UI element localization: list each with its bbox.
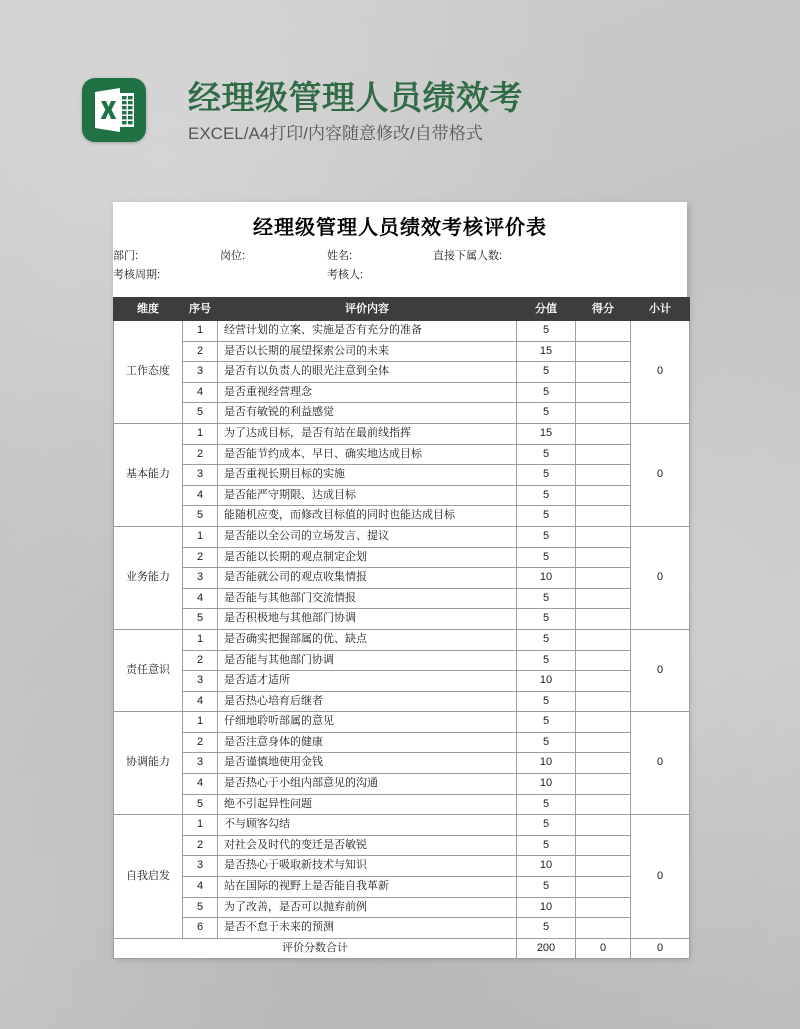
score-value-cell: 5 bbox=[517, 588, 576, 609]
promo-title: 经理级管理人员绩效考 bbox=[188, 79, 523, 116]
obtained-score-cell[interactable] bbox=[576, 485, 631, 506]
obtained-score-cell[interactable] bbox=[576, 609, 631, 630]
dimension-cell: 基本能力 bbox=[114, 423, 183, 526]
row-index-cell: 2 bbox=[183, 341, 218, 362]
evaluation-item-cell: 是否热心于吸取新技术与知识 bbox=[218, 856, 517, 877]
table-row bbox=[114, 506, 690, 527]
evaluation-item-cell: 是否积极地与其他部门协调 bbox=[218, 609, 517, 630]
row-index-cell: 1 bbox=[183, 321, 218, 342]
col-header-subtotal: 小计 bbox=[631, 298, 690, 321]
obtained-score-cell[interactable] bbox=[576, 753, 631, 774]
table-row bbox=[114, 423, 690, 444]
evaluation-item-cell: 是否热心于小组内部意见的沟通 bbox=[218, 774, 517, 795]
subtotal-cell: 0 bbox=[631, 629, 690, 711]
evaluation-item-cell: 不与顾客勾结 bbox=[218, 815, 517, 836]
table-row bbox=[114, 588, 690, 609]
evaluation-item-cell: 是否以长期的展望探索公司的未来 bbox=[218, 341, 517, 362]
dimension-cell: 业务能力 bbox=[114, 526, 183, 629]
table-row bbox=[114, 609, 690, 630]
obtained-score-cell[interactable] bbox=[576, 774, 631, 795]
score-value-cell: 5 bbox=[517, 629, 576, 650]
total-label-cell: 评价分数合计 bbox=[114, 938, 517, 959]
row-index-cell: 4 bbox=[183, 691, 218, 712]
row-index-cell: 2 bbox=[183, 732, 218, 753]
row-index-cell: 5 bbox=[183, 506, 218, 527]
score-value-cell: 5 bbox=[517, 609, 576, 630]
obtained-score-cell[interactable] bbox=[576, 629, 631, 650]
table-row bbox=[114, 444, 690, 465]
score-value-cell: 5 bbox=[517, 712, 576, 733]
score-value-cell: 5 bbox=[517, 547, 576, 568]
score-value-cell: 5 bbox=[517, 403, 576, 424]
score-value-cell: 5 bbox=[517, 506, 576, 527]
row-index-cell: 1 bbox=[183, 423, 218, 444]
obtained-score-cell[interactable] bbox=[576, 918, 631, 939]
row-index-cell: 4 bbox=[183, 485, 218, 506]
obtained-score-cell[interactable] bbox=[576, 856, 631, 877]
row-index-cell: 3 bbox=[183, 856, 218, 877]
score-value-cell: 15 bbox=[517, 341, 576, 362]
obtained-score-cell[interactable] bbox=[576, 732, 631, 753]
table-row bbox=[114, 753, 690, 774]
evaluation-table bbox=[113, 297, 690, 959]
score-value-cell: 5 bbox=[517, 732, 576, 753]
evaluation-item-cell: 为了改善，是否可以抛弃前例 bbox=[218, 897, 517, 918]
obtained-score-cell[interactable] bbox=[576, 506, 631, 527]
col-header-index: 序号 bbox=[183, 298, 218, 321]
table-row bbox=[114, 918, 690, 939]
evaluation-item-cell: 是否重视经营理念 bbox=[218, 382, 517, 403]
table-row bbox=[114, 897, 690, 918]
obtained-score-cell[interactable] bbox=[576, 691, 631, 712]
evaluation-item-cell: 经营计划的立案、实施是否有充分的准备 bbox=[218, 321, 517, 342]
table-row bbox=[114, 321, 690, 342]
evaluation-item-cell: 是否适才适所 bbox=[218, 671, 517, 692]
table-row bbox=[114, 794, 690, 815]
row-index-cell: 3 bbox=[183, 465, 218, 486]
obtained-score-cell[interactable] bbox=[576, 321, 631, 342]
row-index-cell: 5 bbox=[183, 794, 218, 815]
obtained-score-cell[interactable] bbox=[576, 835, 631, 856]
row-index-cell: 3 bbox=[183, 753, 218, 774]
evaluation-item-cell: 是否谨慎地使用金钱 bbox=[218, 753, 517, 774]
subtotal-cell: 0 bbox=[631, 815, 690, 939]
table-row bbox=[114, 856, 690, 877]
score-value-cell: 5 bbox=[517, 918, 576, 939]
score-value-cell: 10 bbox=[517, 568, 576, 589]
obtained-score-cell[interactable] bbox=[576, 568, 631, 589]
table-row bbox=[114, 341, 690, 362]
score-value-cell: 5 bbox=[517, 382, 576, 403]
row-index-cell: 3 bbox=[183, 568, 218, 589]
total-obtained-cell: 0 bbox=[576, 938, 631, 959]
excel-file-icon bbox=[82, 78, 146, 142]
evaluation-item-cell: 是否不怠于未来的预测 bbox=[218, 918, 517, 939]
score-value-cell: 5 bbox=[517, 465, 576, 486]
row-index-cell: 4 bbox=[183, 382, 218, 403]
worksheet-preview bbox=[113, 202, 687, 956]
subtotal-cell: 0 bbox=[631, 321, 690, 424]
row-index-cell: 3 bbox=[183, 362, 218, 383]
row-index-cell: 4 bbox=[183, 877, 218, 898]
obtained-score-cell[interactable] bbox=[576, 465, 631, 486]
promo-subtitle: EXCEL/A4打印/内容随意修改/自带格式 bbox=[188, 124, 483, 143]
sheet-title: 经理级管理人员绩效考核评价表 bbox=[253, 217, 547, 239]
score-value-cell: 15 bbox=[517, 423, 576, 444]
table-row bbox=[114, 835, 690, 856]
evaluation-item-cell: 是否能就公司的观点收集情报 bbox=[218, 568, 517, 589]
evaluation-item-cell: 是否能节约成本、早日、确实地达成目标 bbox=[218, 444, 517, 465]
row-index-cell: 5 bbox=[183, 897, 218, 918]
dimension-cell: 工作态度 bbox=[114, 321, 183, 424]
table-row bbox=[114, 712, 690, 733]
obtained-score-cell[interactable] bbox=[576, 815, 631, 836]
row-index-cell: 5 bbox=[183, 403, 218, 424]
obtained-score-cell[interactable] bbox=[576, 526, 631, 547]
table-row bbox=[114, 629, 690, 650]
obtained-score-cell[interactable] bbox=[576, 341, 631, 362]
row-index-cell: 6 bbox=[183, 918, 218, 939]
total-row bbox=[114, 938, 690, 959]
score-value-cell: 10 bbox=[517, 671, 576, 692]
table-row bbox=[114, 403, 690, 424]
score-value-cell: 5 bbox=[517, 815, 576, 836]
obtained-score-cell[interactable] bbox=[576, 588, 631, 609]
score-value-cell: 5 bbox=[517, 485, 576, 506]
evaluation-item-cell: 是否能与其他部门协调 bbox=[218, 650, 517, 671]
evaluation-item-cell: 是否有敏锐的利益感觉 bbox=[218, 403, 517, 424]
table-row bbox=[114, 691, 690, 712]
table-row bbox=[114, 774, 690, 795]
dimension-cell: 责任意识 bbox=[114, 629, 183, 711]
obtained-score-cell[interactable] bbox=[576, 671, 631, 692]
obtained-score-cell[interactable] bbox=[576, 362, 631, 383]
evaluation-item-cell: 是否能以长期的观点制定企划 bbox=[218, 547, 517, 568]
table-row bbox=[114, 732, 690, 753]
table-row bbox=[114, 382, 690, 403]
obtained-score-cell[interactable] bbox=[576, 650, 631, 671]
score-value-cell: 5 bbox=[517, 691, 576, 712]
department-label: 部门: bbox=[113, 250, 139, 262]
evaluation-item-cell: 是否重视长期目标的实施 bbox=[218, 465, 517, 486]
evaluation-item-cell: 是否确实把握部属的优、缺点 bbox=[218, 629, 517, 650]
obtained-score-cell[interactable] bbox=[576, 897, 631, 918]
evaluation-item-cell: 是否能与其他部门交流情报 bbox=[218, 588, 517, 609]
total-subtotal-cell: 0 bbox=[631, 938, 690, 959]
evaluation-item-cell: 能随机应变，而修改目标值的同时也能达成目标 bbox=[218, 506, 517, 527]
table-row bbox=[114, 526, 690, 547]
col-header-obtained: 得分 bbox=[576, 298, 631, 321]
table-row bbox=[114, 671, 690, 692]
table-row bbox=[114, 362, 690, 383]
score-value-cell: 10 bbox=[517, 753, 576, 774]
subtotal-cell: 0 bbox=[631, 423, 690, 526]
table-row bbox=[114, 650, 690, 671]
score-value-cell: 10 bbox=[517, 856, 576, 877]
evaluation-item-cell: 是否热心培育后继者 bbox=[218, 691, 517, 712]
row-index-cell: 2 bbox=[183, 547, 218, 568]
evaluation-item-cell: 是否注意身体的健康 bbox=[218, 732, 517, 753]
evaluation-item-cell: 仔细地聆听部属的意见 bbox=[218, 712, 517, 733]
subordinates-label: 直接下属人数: bbox=[433, 250, 503, 262]
score-value-cell: 5 bbox=[517, 835, 576, 856]
table-row bbox=[114, 568, 690, 589]
score-value-cell: 5 bbox=[517, 526, 576, 547]
reviewer-label: 考核人: bbox=[327, 269, 364, 281]
row-index-cell: 4 bbox=[183, 774, 218, 795]
row-index-cell: 1 bbox=[183, 815, 218, 836]
row-index-cell: 3 bbox=[183, 671, 218, 692]
table-row bbox=[114, 877, 690, 898]
table-row bbox=[114, 485, 690, 506]
dimension-cell: 协调能力 bbox=[114, 712, 183, 815]
obtained-score-cell[interactable] bbox=[576, 382, 631, 403]
evaluation-item-cell: 是否能以全公司的立场发言、提议 bbox=[218, 526, 517, 547]
obtained-score-cell[interactable] bbox=[576, 794, 631, 815]
col-header-score: 分值 bbox=[517, 298, 576, 321]
score-value-cell: 5 bbox=[517, 362, 576, 383]
row-index-cell: 1 bbox=[183, 629, 218, 650]
evaluation-item-cell: 站在国际的视野上是否能自我革新 bbox=[218, 877, 517, 898]
table-row bbox=[114, 547, 690, 568]
subtotal-cell: 0 bbox=[631, 712, 690, 815]
obtained-score-cell[interactable] bbox=[576, 547, 631, 568]
score-value-cell: 10 bbox=[517, 897, 576, 918]
evaluation-item-cell: 是否有以负责人的眼光注意到全体 bbox=[218, 362, 517, 383]
score-value-cell: 5 bbox=[517, 321, 576, 342]
dimension-cell: 自我启发 bbox=[114, 815, 183, 939]
table-row bbox=[114, 815, 690, 836]
form-meta-fields bbox=[113, 249, 687, 297]
employee-name-label: 姓名: bbox=[327, 250, 353, 262]
evaluation-item-cell: 是否能严守期限、达成目标 bbox=[218, 485, 517, 506]
table-body bbox=[114, 321, 690, 959]
row-index-cell: 5 bbox=[183, 609, 218, 630]
total-score-cell: 200 bbox=[517, 938, 576, 959]
evaluation-item-cell: 绝不引起异性问题 bbox=[218, 794, 517, 815]
score-value-cell: 10 bbox=[517, 774, 576, 795]
obtained-score-cell[interactable] bbox=[576, 423, 631, 444]
promo-banner bbox=[82, 78, 642, 148]
obtained-score-cell[interactable] bbox=[576, 444, 631, 465]
table-header-row bbox=[114, 298, 690, 321]
row-index-cell: 4 bbox=[183, 588, 218, 609]
subtotal-cell: 0 bbox=[631, 526, 690, 629]
row-index-cell: 2 bbox=[183, 835, 218, 856]
score-value-cell: 5 bbox=[517, 877, 576, 898]
score-value-cell: 5 bbox=[517, 650, 576, 671]
col-header-content: 评价内容 bbox=[218, 298, 517, 321]
obtained-score-cell[interactable] bbox=[576, 403, 631, 424]
score-value-cell: 5 bbox=[517, 794, 576, 815]
col-header-dimension: 维度 bbox=[114, 298, 183, 321]
row-index-cell: 1 bbox=[183, 712, 218, 733]
promo-text-block bbox=[188, 76, 638, 147]
evaluation-item-cell: 对社会及时代的变迁是否敏锐 bbox=[218, 835, 517, 856]
obtained-score-cell[interactable] bbox=[576, 877, 631, 898]
review-period-label: 考核周期: bbox=[113, 269, 161, 281]
table-row bbox=[114, 465, 690, 486]
row-index-cell: 2 bbox=[183, 650, 218, 671]
obtained-score-cell[interactable] bbox=[576, 712, 631, 733]
row-index-cell: 1 bbox=[183, 526, 218, 547]
position-label: 岗位: bbox=[220, 250, 246, 262]
evaluation-item-cell: 为了达成目标，是否有站在最前线指挥 bbox=[218, 423, 517, 444]
row-index-cell: 2 bbox=[183, 444, 218, 465]
score-value-cell: 5 bbox=[517, 444, 576, 465]
table-header bbox=[114, 298, 690, 321]
